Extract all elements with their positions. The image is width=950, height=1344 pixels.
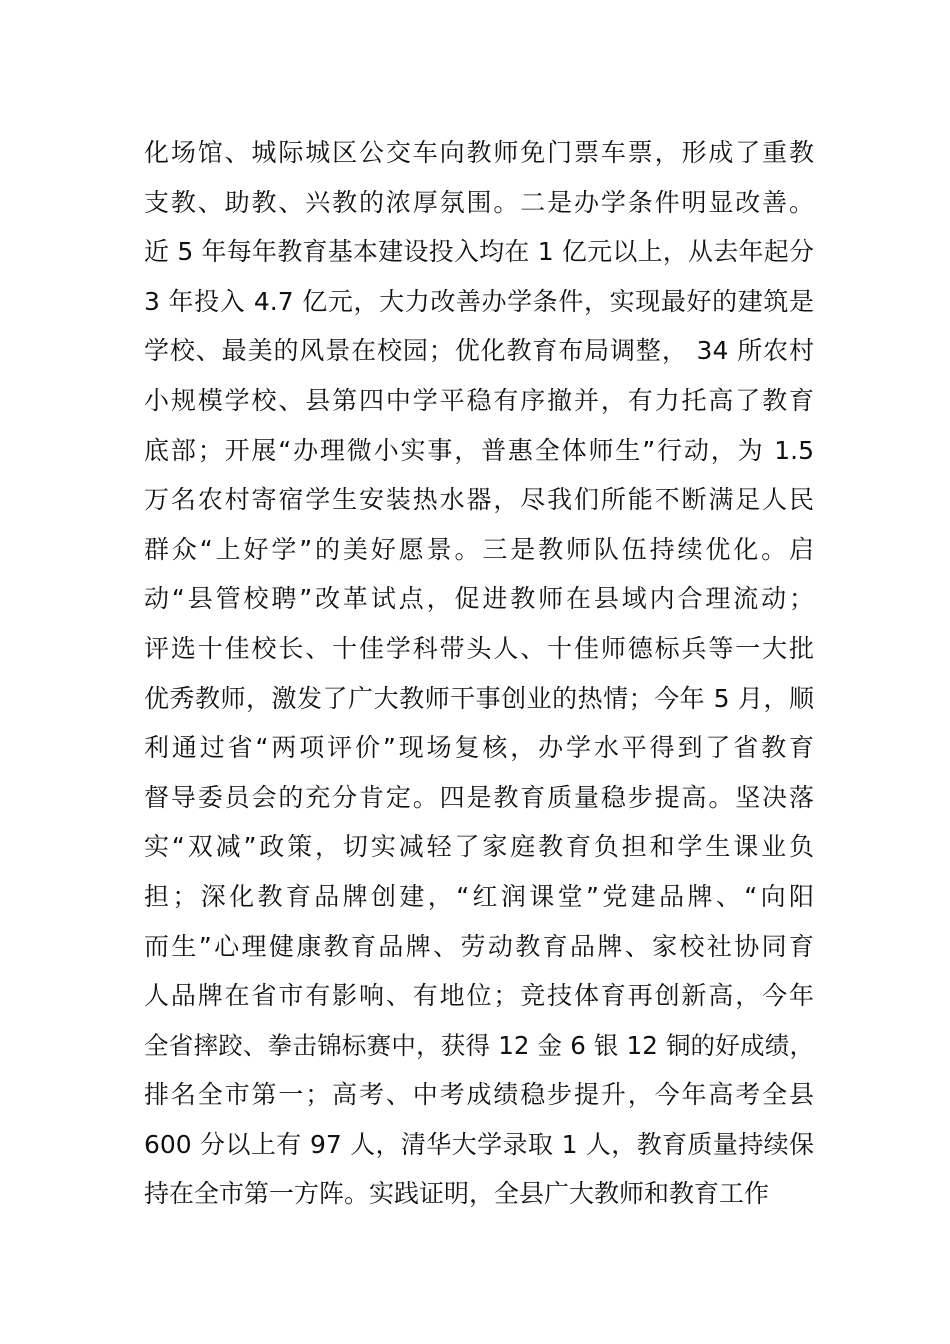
- text-line: 群众“上好学”的美好愿景。三是教师队伍持续优化。启: [144, 534, 814, 564]
- text-line: 3 年投入 4.7 亿元，大力改善办学条件，实现最好的建筑是: [144, 286, 814, 316]
- text-line: 排名全市第一；高考、中考成绩稳步提升，今年高考全县: [144, 1080, 814, 1110]
- text-line: 化场馆、城际城区公交车向教师免门票车票，形成了重教: [144, 138, 814, 167]
- text-line: 支教、助教、兴教的浓厚氛围。二是办学条件明显改善。: [144, 187, 814, 217]
- text-line: 小规模学校、县第四中学平稳有序撤并，有力托高了教育: [144, 385, 814, 415]
- text-line: 督导委员会的充分肯定。四是教育质量稳步提高。坚决落: [144, 782, 814, 812]
- text-line: 持在全市第一方阵。实践证明，全县广大教师和教育工作: [144, 1179, 770, 1209]
- text-line: 近 5 年每年教育基本建设投入均在 1 亿元以上，从去年起分: [144, 237, 814, 267]
- text-line: 动“县管校聘”改革试点，促进教师在县域内合理流动；: [144, 584, 814, 614]
- text-line: 人品牌在省市有影响、有地位；竞技体育再创新高，今年: [144, 981, 814, 1011]
- text-line: 万名农村寄宿学生安装热水器，尽我们所能不断满足人民: [144, 485, 814, 515]
- text-line: 利通过省“两项评价”现场复核，办学水平得到了省教育: [144, 733, 814, 763]
- text-line: 担；深化教育品牌创建，“红润课堂”党建品牌、“向阳: [144, 881, 814, 911]
- text-line: 底部；开展“办理微小实事，普惠全体师生”行动，为 1.5: [144, 435, 814, 465]
- text-line: 评选十佳校长、十佳学科带头人、十佳师德标兵等一大批: [144, 633, 814, 663]
- text-line: 而生”心理健康教育品牌、劳动教育品牌、家校社协同育: [144, 931, 814, 961]
- text-line: 全省摔跤、拳击锦标赛中，获得 12 金 6 银 12 铜的好成绩，: [144, 1030, 814, 1060]
- text-line: 优秀教师，激发了广大教师干事创业的热情；今年 5 月，顺: [144, 683, 814, 713]
- text-line: 学校、最美的风景在校园；优化教育布局调整， 34 所农村: [144, 336, 814, 366]
- body-paragraph: [144, 128, 814, 1219]
- text-line: 实“双减”政策，切实减轻了家庭教育负担和学生课业负: [144, 832, 814, 862]
- text-line: 600 分以上有 97 人，清华大学录取 1 人，教育质量持续保: [144, 1129, 814, 1159]
